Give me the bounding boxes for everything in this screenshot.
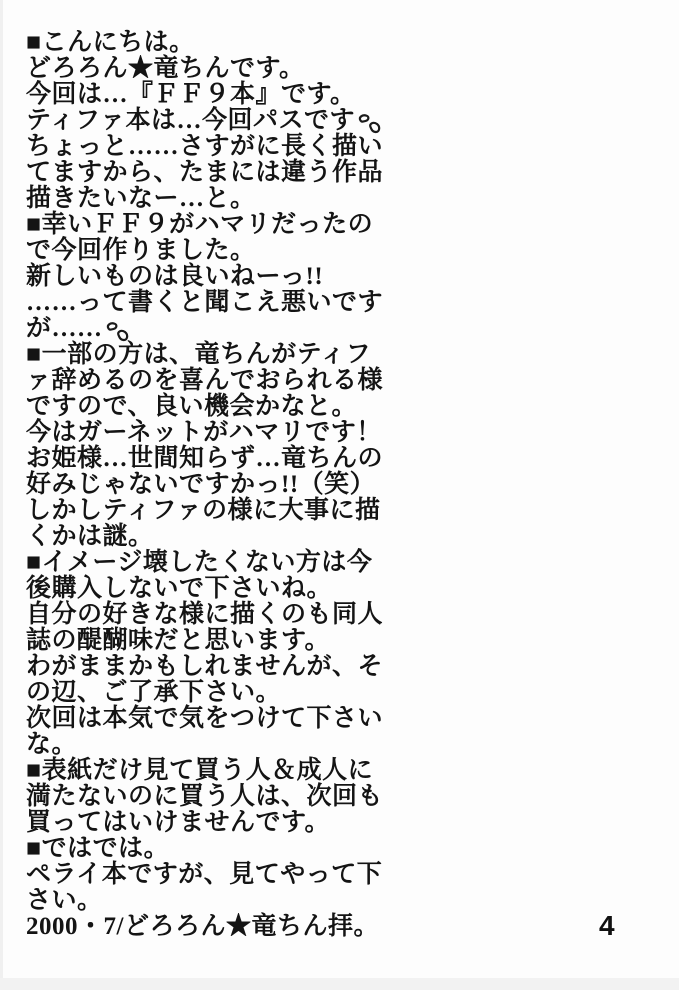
text-line-content: 誌の醍醐味だと思います。 bbox=[26, 627, 331, 654]
text-line-content: ペライ本ですが、見てやって下 bbox=[26, 861, 383, 888]
text-line-content: てますから、たまには違う作品 bbox=[26, 159, 384, 186]
text-line-content: お姫様…世間知らず…竜ちんの bbox=[26, 445, 384, 472]
text-line-content: ァ辞めるのを喜んでおられる様 bbox=[26, 367, 384, 394]
text-line bbox=[26, 784, 626, 810]
text-line bbox=[26, 108, 626, 134]
text-line-content: しかしティファの様に大事に描 bbox=[26, 497, 381, 524]
text-line bbox=[26, 680, 626, 706]
text-line bbox=[26, 186, 626, 212]
text-line bbox=[26, 758, 626, 784]
text-line bbox=[26, 82, 626, 108]
scan-left-edge-shade bbox=[0, 0, 3, 990]
text-line-content: 買ってはいけませんです。 bbox=[26, 809, 331, 836]
text-line bbox=[26, 888, 626, 914]
scan-bottom-edge-shade bbox=[0, 978, 679, 990]
text-line bbox=[26, 550, 626, 576]
text-line bbox=[26, 238, 626, 264]
text-line-content: 好みじゃないですかっ!!（笑） bbox=[26, 471, 376, 498]
text-line-content: ■ではでは。 bbox=[26, 835, 170, 862]
text-line bbox=[26, 810, 626, 836]
text-line bbox=[26, 316, 626, 342]
sweat-drop-icon bbox=[105, 320, 132, 352]
text-line-content: ■一部の方は、竜ちんがティフ bbox=[26, 341, 372, 368]
text-line bbox=[26, 654, 626, 680]
sweat-drop-icon bbox=[357, 112, 384, 144]
text-line-content: ■表紙だけ見て買う人＆成人に bbox=[26, 757, 374, 784]
text-line-content: 今回は…『ＦＦ９本』です。 bbox=[26, 81, 356, 108]
text-line bbox=[26, 628, 626, 654]
text-line-content: な。 bbox=[26, 731, 78, 758]
text-line-content: くかは謎。 bbox=[26, 523, 154, 550]
text-line-content: 描きたいなー…と。 bbox=[26, 185, 256, 212]
text-line-content: ……って書くと聞こえ悪いです bbox=[26, 289, 384, 316]
text-line bbox=[26, 446, 626, 472]
text-line-content: 満たないのに買う人は、次回も bbox=[26, 783, 384, 810]
text-line bbox=[26, 160, 626, 186]
text-line-content: で今回作りました。 bbox=[26, 237, 256, 264]
text-line-content: 自分の好きな様に描くのも同人 bbox=[26, 601, 384, 628]
text-line bbox=[26, 576, 626, 602]
text-line-content: の辺、ご了承下さい。 bbox=[26, 679, 282, 706]
text-line bbox=[26, 524, 626, 550]
text-line-content: 今はガーネットがハマリです！ bbox=[26, 419, 382, 446]
text-line-content: ティファ本は…今回パスです bbox=[26, 107, 356, 134]
text-line bbox=[26, 30, 626, 56]
text-line bbox=[26, 472, 626, 498]
text-line-content: さい。 bbox=[26, 887, 103, 914]
text-line-content: が…… bbox=[26, 315, 103, 342]
text-line-content: わがままかもしれませんが、そ bbox=[26, 653, 384, 680]
text-line bbox=[26, 394, 626, 420]
text-line bbox=[26, 602, 626, 628]
text-line-content: 後購入しないで下さいね。 bbox=[26, 575, 333, 602]
text-line bbox=[26, 914, 626, 940]
text-line bbox=[26, 498, 626, 524]
text-line-content: どろろん★竜ちんです。 bbox=[26, 55, 305, 82]
text-line bbox=[26, 134, 626, 160]
text-line bbox=[26, 836, 626, 862]
text-line bbox=[26, 862, 626, 888]
text-line bbox=[26, 732, 626, 758]
text-line-content: ■イメージ壊したくない方は今 bbox=[26, 549, 373, 576]
text-line bbox=[26, 420, 626, 446]
text-line-content: 2000・7/どろろん★竜ちん拝。 bbox=[26, 913, 379, 940]
text-line-content: ちょっと……さすがに長く描い bbox=[26, 133, 384, 160]
text-line bbox=[26, 290, 626, 316]
text-line bbox=[26, 56, 626, 82]
text-line-content: ■こんにちは。 bbox=[26, 29, 195, 56]
text-line bbox=[26, 264, 626, 290]
text-line-content: 新しいものは良いねーっ!! bbox=[26, 263, 324, 290]
text-line-content: 次回は本気で気をつけて下さい bbox=[26, 705, 384, 732]
text-line bbox=[26, 706, 626, 732]
text-line-content: ですので、良い機会かなと。 bbox=[26, 393, 358, 420]
text-line bbox=[26, 212, 626, 238]
afterword-text-block bbox=[26, 30, 626, 940]
text-line bbox=[26, 368, 626, 394]
text-line-content: ■幸いＦＦ９がハマリだったの bbox=[26, 211, 374, 238]
page-number: 4 bbox=[599, 910, 615, 941]
